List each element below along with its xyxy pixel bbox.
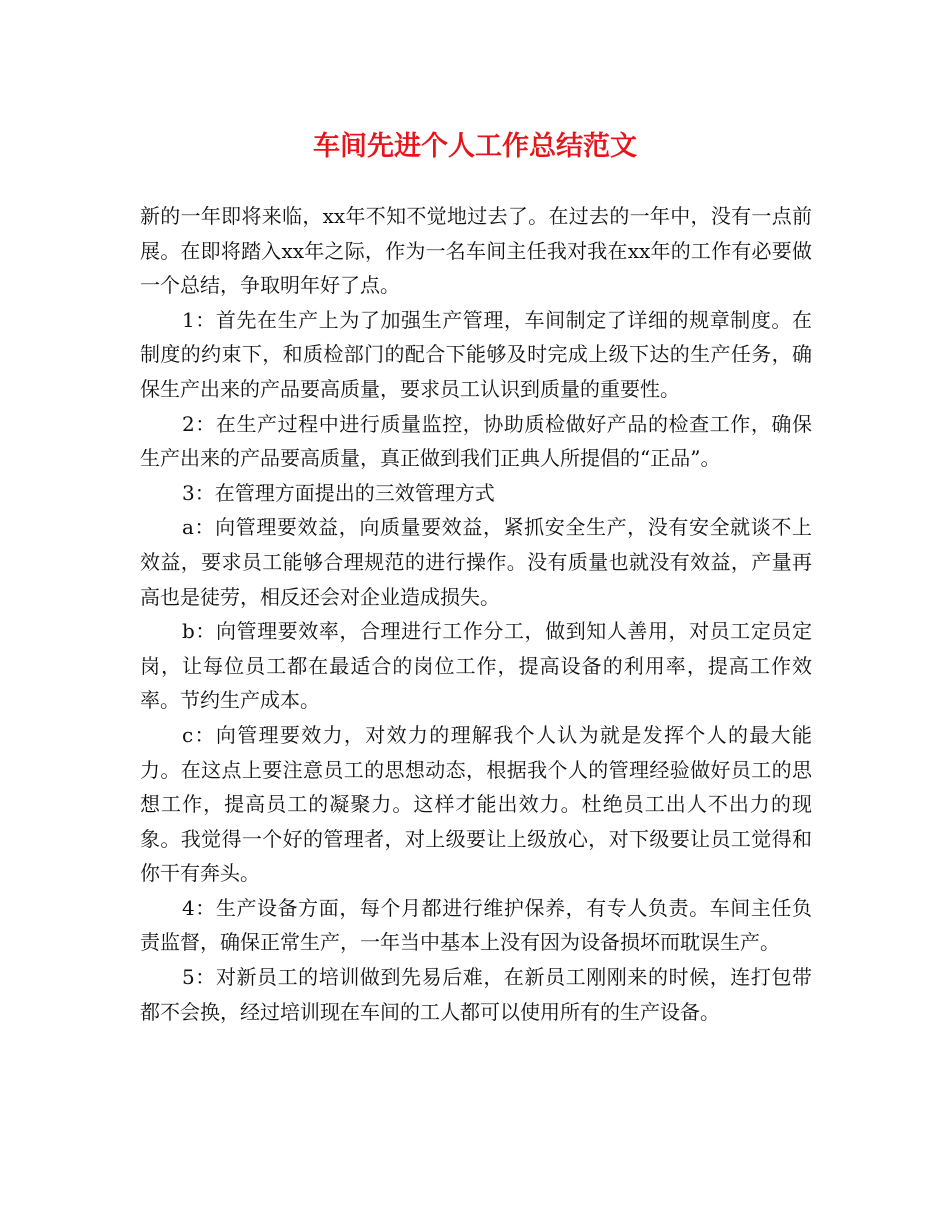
paragraph-item-4: 4：生产设备方面，每个月都进行维护保养，有专人负责。车间主任负责监督，确保正常生产，一年当中基本上没有因为设备损坏而耽误生产。 [140, 895, 812, 955]
paragraph-item-b: b：向管理要效率，合理进行工作分工，做到知人善用，对员工定员定岗，让每位员工都在最适合的岗位工作，提高设备的利用率，提高工作效率。节约生产成本。 [140, 619, 812, 713]
paragraph-item-a: a：向管理要效益，向质量要效益，紧抓安全生产，没有安全就谈不上效益，要求员工能够合理规范的进行操作。没有质量也就没有效益，产量再高也是徒劳，相反还会对企业造成损失。 [140, 515, 812, 609]
paragraph-item-2: 2：在生产过程中进行质量监控，协助质检做好产品的检查工作，确保生产出来的产品要高质量，真正做到我们正典人所提倡的“正品”。 [140, 411, 812, 471]
document-title: 车间先进个人工作总结范文 [313, 131, 637, 162]
document-body [140, 199, 812, 1029]
paragraph-item-3: 3：在管理方面提出的三效管理方式 [182, 480, 495, 505]
paragraph-item-5: 5：对新员工的培训做到先易后难，在新员工刚刚来的时候，连打包带都不会换，经过培训现在车间的工人都可以使用所有的生产设备。 [140, 965, 812, 1024]
paragraph-item-c: c：向管理要效力，对效力的理解我个人认为就是发挥个人的最大能力。在这点上要注意员工的思想动态，根据我个人的管理经验做好员工的思想工作，提高员工的凝聚力。这样才能出效力。杜绝员工出人不出力的现象。我觉得一个好的管理者，对上级要让上级放心，对下级要让员工觉得和你干有奔头。 [140, 722, 812, 886]
paragraph-intro: 新的一年即将来临，xx年不知不觉地过去了。在过去的一年中，没有一点前展。在即将踏入xx年之际，作为一名车间主任我对我在xx年的工作有必要做一个总结，争取明年好了点。 [140, 204, 812, 298]
paragraph-item-1: 1：首先在生产上为了加强生产管理，车间制定了详细的规章制度。在制度的约束下，和质检部门的配合下能够及时完成上级下达的生产任务，确保生产出来的产品要高质量，要求员工认识到质量的重要性。 [140, 307, 812, 401]
